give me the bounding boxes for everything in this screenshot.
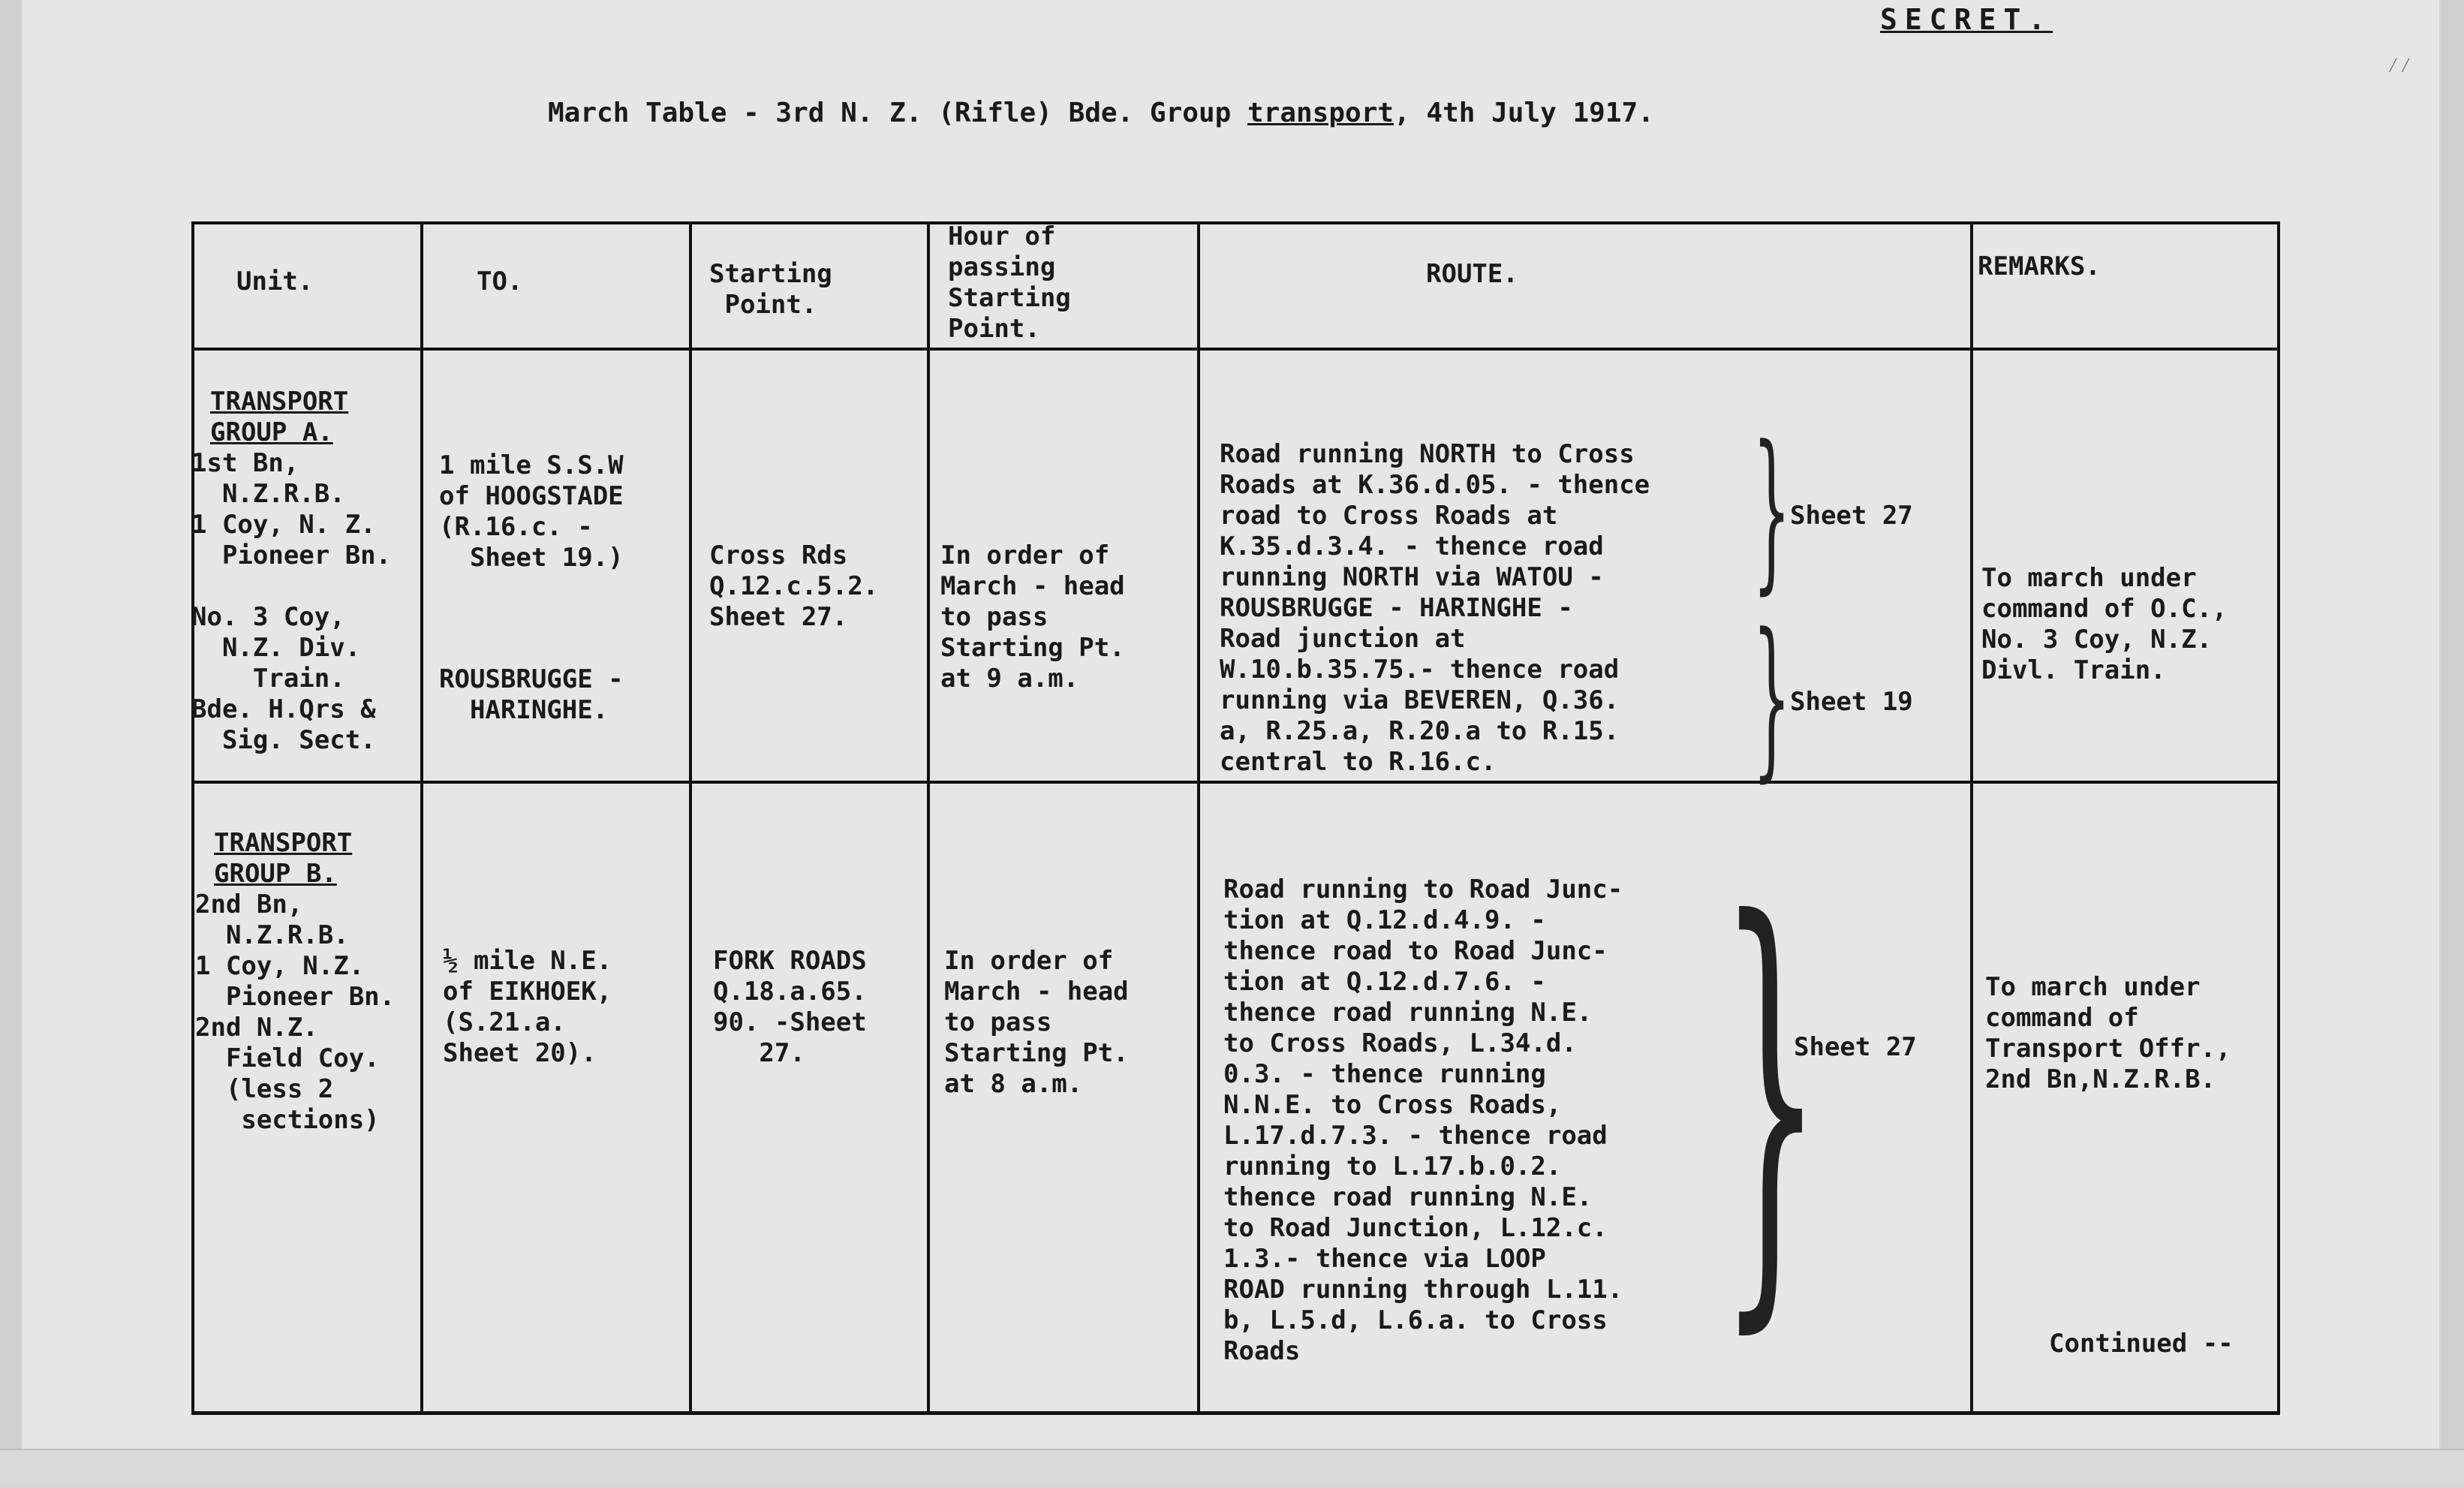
group-a-brace-1: }: [1752, 410, 1792, 610]
group-a-hour: In order of March - head to pass Starting Pt. at 9 a.m.: [940, 540, 1125, 694]
group-b-units: 2nd Bn, N.Z.R.B. 1 Coy, N.Z. Pioneer Bn. 2nd N.Z. Field Coy. (less 2 sections): [195, 889, 396, 1135]
continued-note: Continued --: [2049, 1329, 2234, 1359]
column-divider: [420, 221, 423, 1415]
table-border-left: [191, 221, 194, 1415]
group-b-route: Road running to Road Junc- tion at Q.12.d.4.9. - thence road to Road Junc- tion at Q.12.d.7.6. - thence road running N.E. to Cross Roads, L.34.d. 0.3. - thence running N.N.E. to Cross Roads, L.17.d.7.3. - thence road running to L.17.b.0.2. thence road running N.E. to Road Junction, L.12.c. 1.3.- thence via LOOP ROAD running through L.11. b, L.5.d, L.6.a. to Cross Roads: [1223, 874, 1623, 1366]
header-starting-point: Starting Point.: [709, 259, 832, 320]
table-border-top: [191, 221, 2280, 224]
secret-mark: SECRET.: [1880, 3, 2053, 36]
march-table: [191, 221, 2280, 1415]
group-b-starting-point: FORK ROADS Q.18.a.65. 90. -Sheet 27.: [713, 946, 867, 1068]
column-divider: [1970, 221, 1973, 1415]
header-route: ROUTE.: [1426, 259, 1518, 289]
group-a-brace-2: }: [1752, 598, 1792, 798]
header-hour: Hour of passing Starting Point.: [948, 221, 1071, 344]
table-border-bottom: [191, 1411, 2280, 1415]
header-to: TO.: [477, 266, 523, 296]
column-divider: [927, 221, 930, 1415]
group-a-starting-point: Cross Rds Q.12.c.5.2. Sheet 27.: [709, 540, 879, 632]
header-remarks: REMARKS.: [1978, 251, 2101, 281]
group-b-remarks: To march under command of Transport Offr., 2nd Bn,N.Z.R.B.: [1985, 972, 2231, 1094]
group-b-to-1: ½ mile N.E. of EIKHOEK, (S.21.a. Sheet 20).: [443, 946, 612, 1068]
group-a-sheet-2: Sheet 19: [1790, 687, 1913, 717]
header-unit: Unit.: [236, 266, 314, 296]
group-a-title: TRANSPORT GROUP A.: [210, 387, 349, 447]
document-title: [548, 98, 1654, 128]
title-part1: March Table - 3rd N. Z. (Rifle) Bde. Group: [548, 98, 1247, 128]
group-b-hour: In order of March - head to pass Starting Pt. at 8 a.m.: [944, 946, 1129, 1099]
column-divider: [1197, 221, 1200, 1415]
row-divider: [191, 781, 2280, 784]
title-underlined: transport: [1247, 98, 1394, 128]
column-divider: [689, 221, 692, 1415]
group-a-to-1: 1 mile S.S.W of HOOGSTADE (R.16.c. - Sheet 19.): [439, 450, 624, 573]
table-border-right: [2277, 221, 2280, 1415]
group-b-title: TRANSPORT GROUP B.: [214, 828, 353, 889]
underlying-sheet: [0, 1449, 2464, 1487]
group-a-route: Road running NORTH to Cross Roads at K.36.d.05. - thence road to Cross Roads at K.35.d.3.4. - thence road running NORTH via WATOU - ROUSBRUGGE - HARINGHE - Road junction at W.10.b.35.75.- thence road running via BEVEREN, Q.36. a, R.25.a, R.20.a to R.15. central to R.16.c.: [1220, 439, 1650, 777]
group-b-sheet-1: Sheet 27: [1794, 1032, 1917, 1062]
group-a-units: 1st Bn, N.Z.R.B. 1 Coy, N. Z. Pioneer Bn. No. 3 Coy, N.Z. Div. Train. Bde. H.Qrs & Sig. Sect.: [191, 448, 392, 755]
group-b-brace: }: [1719, 829, 1823, 1370]
header-divider: [191, 348, 2280, 351]
group-a-remarks: To march under command of O.C., No. 3 Coy, N.Z. Divl. Train.: [1981, 563, 2228, 685]
pencil-mark: ⁄⁄: [2387, 53, 2412, 77]
group-a-to-2: ROUSBRUGGE - HARINGHE.: [439, 664, 624, 725]
group-a-sheet-1: Sheet 27: [1790, 501, 1913, 531]
title-part2: , 4th July 1917.: [1394, 98, 1654, 128]
